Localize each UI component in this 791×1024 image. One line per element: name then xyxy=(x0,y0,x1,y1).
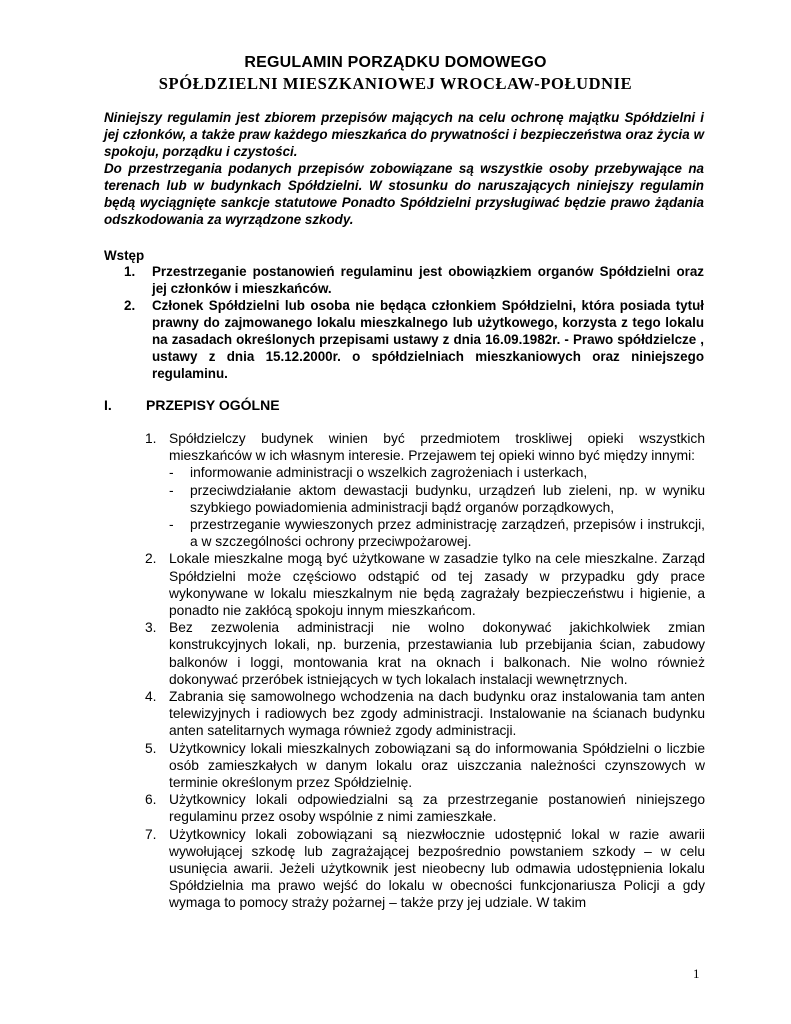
preamble-item-number: 2. xyxy=(124,298,136,313)
rule-number: 7. xyxy=(145,826,157,842)
sub-item-text: informowanie administracji o wszelkich zagrożeniach i usterkach, xyxy=(190,465,588,481)
rule-item xyxy=(145,619,705,688)
rule-text: Zabrania się samowolnego wchodzenia na dach budynku oraz instalowania tam anten telewizyjnych i radiowych bez zgody administracji. Instalowanie na ścianach budynku anten satelitarnych wymaga również zgody administracji. xyxy=(169,689,705,739)
intro-block xyxy=(104,109,704,228)
sub-item xyxy=(169,482,705,516)
rule-text: Użytkownicy lokali zobowiązani są niezwłocznie udostępnić lokal w razie awarii wywołującej szkodę lub zagrażającej bezpośrednio powstaniem szkody – w celu usunięcia awarii. Jeżeli użytkownik jest nieobecny lub odmawia udostępnienia lokalu Spółdzielnia ma prawo wejść do lokalu w obecności funkcjonariusza Policji a gdy wymaga to pomocy straży pożarnej – także przy jej udziale. W takim xyxy=(169,826,705,911)
preamble-list xyxy=(124,263,704,382)
page-number: 1 xyxy=(693,966,700,981)
section-number: I. xyxy=(104,397,112,413)
preamble-item-text: Przestrzeganie postanowień regulaminu jest obowiązkiem organów Spółdzielni oraz jej członków i mieszkańców. xyxy=(152,264,704,296)
rule-item xyxy=(145,688,705,740)
rule-number: 4. xyxy=(145,689,157,705)
dash-bullet: - xyxy=(169,482,174,498)
preamble-item-number: 1. xyxy=(124,264,136,279)
rule-number: 3. xyxy=(145,620,157,636)
document-subtitle: SPÓŁDZIELNI MIESZKANIOWEJ WROCŁAW-POŁUDNIE xyxy=(158,74,633,93)
sub-item-text: przestrzeganie wywieszonych przez administrację zarządzeń, przepisów i instrukcji, a w szczególności ochrony przeciwpożarowej. xyxy=(190,517,705,550)
rule-item xyxy=(145,826,705,912)
sub-item xyxy=(169,464,705,481)
rule-number: 6. xyxy=(145,792,157,808)
preamble-item xyxy=(124,263,704,297)
rule-text: Bez zezwolenia administracji nie wolno dokonywać jakichkolwiek zmian konstrukcyjnych lokali, np. burzenia, przestawiania lub przebijania ścian, zabudowy balkonów i loggi, montowania krat na oknach i balkonach. Nie wolno również dokonywać przeróbek istniejących w tych lokalach instalacji wewnętrznych. xyxy=(169,620,705,687)
rule-item xyxy=(145,740,705,792)
preamble-item-text: Członek Spółdzielni lub osoba nie będąca członkiem Spółdzielni, która posiada tytuł prawny do zajmowanego lokalu mieszkalnego lub użytkowego, korzysta z tego lokalu na zasadach określonych przepisami ustawy z dnia 16.09.1982r. - Prawo spółdzielcze , ustawy z dnia 15.12.2000r. o spółdzielniach mieszkaniowych oraz niniejszego regulaminu. xyxy=(152,298,704,381)
dash-bullet: - xyxy=(169,465,174,481)
document-title: REGULAMIN PORZĄDKU DOMOWEGO xyxy=(244,54,547,71)
section-heading xyxy=(104,397,280,413)
dash-bullet: - xyxy=(169,517,174,533)
rule-item xyxy=(145,430,705,550)
rule-text: Lokale mieszkalne mogą być użytkowane w zasadzie tylko na cele mieszkalne. Zarząd Spółdzielni może częściowo odstąpić od tej zasady w przypadku gdy prace wykonywane w lokalu mieszkalnym nie będą zagrażały bezpieczeństwu i higienie, a ponadto nie zakłócą spokoju innym mieszkańcom. xyxy=(169,551,705,619)
rule-number: 1. xyxy=(145,431,157,446)
intro-paragraph-2: Do przestrzegania podanych przepisów zobowiązane są wszystkie osoby przebywające na terenach lub w budynkach Spółdzielni. W stosunku do naruszających niniejszy regulamin będą wyciągnięte sankcje statutowe Ponadto Spółdzielni przysługiwać będzie prawo żądania odszkodowania za wyrządzone szkody. xyxy=(104,161,704,227)
rule-text: Użytkownicy lokali mieszkalnych zobowiązani są do informowania Spółdzielni o liczbie osób zamieszkałych w danym lokalu oraz uiszczania należności czynszowych w terminie określonym przez Spółdzielnię. xyxy=(169,740,705,791)
sub-item xyxy=(169,516,705,550)
sub-item-text: przeciwdziałanie aktom dewastacji budynku, urządzeń lub zieleni, np. w wyniku szybkiego powiadomienia administracji bądź organów porządkowych, xyxy=(190,482,705,515)
preamble-item xyxy=(124,297,704,382)
rule-sublist xyxy=(169,464,705,550)
rule-item xyxy=(145,550,705,619)
rules-list xyxy=(145,430,705,912)
rule-item xyxy=(145,791,705,825)
rule-text: Spółdzielczy budynek winien być przedmiotem troskliwej opieki wszystkich mieszkańców w ich własnym interesie. Przejawem tej opieki winno być między innymi: xyxy=(169,431,705,464)
section-title: PRZEPISY OGÓLNE xyxy=(146,397,280,413)
rule-text: Użytkownicy lokali odpowiedzialni są za przestrzeganie postanowień niniejszego regulaminu przez osoby wspólnie z nimi zamieszkałe. xyxy=(169,792,705,825)
rule-number: 5. xyxy=(145,740,157,756)
rule-number: 2. xyxy=(145,551,157,567)
intro-paragraph-1: Niniejszy regulamin jest zbiorem przepisów mających na celu ochronę majątku Spółdzielni i jej członków, a także praw każdego mieszkańca do prywatności i bezpieczeństwa oraz życia w spokoju, porządku i czystości. xyxy=(104,110,704,159)
preamble-heading: Wstęp xyxy=(104,248,145,263)
